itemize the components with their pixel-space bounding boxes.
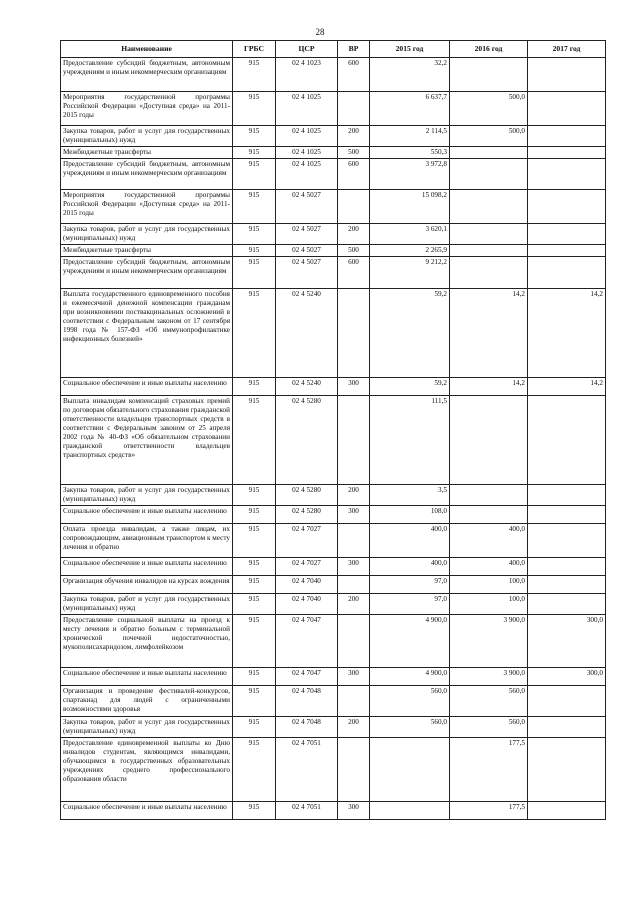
row-2015: 560,0 — [370, 686, 450, 717]
row-2016 — [450, 245, 528, 257]
row-csr: 02 4 7048 — [276, 717, 338, 738]
table-row — [61, 738, 606, 802]
table-row — [61, 224, 606, 245]
row-grbs: 915 — [233, 558, 276, 576]
row-2016: 14,2 — [450, 289, 528, 378]
row-name: Социальное обеспечение и иные выплаты населению — [61, 506, 233, 524]
row-vr: 600 — [338, 159, 370, 190]
row-2016 — [450, 396, 528, 485]
row-2017 — [528, 576, 606, 594]
row-2016: 560,0 — [450, 686, 528, 717]
row-grbs: 915 — [233, 126, 276, 147]
row-2015: 4 900,0 — [370, 615, 450, 668]
row-vr — [338, 686, 370, 717]
row-2015: 2 265,9 — [370, 245, 450, 257]
table-row — [61, 190, 606, 224]
row-2017 — [528, 485, 606, 506]
row-2016 — [450, 159, 528, 190]
row-grbs: 915 — [233, 485, 276, 506]
row-csr: 02 4 5240 — [276, 289, 338, 378]
row-csr: 02 4 1025 — [276, 92, 338, 126]
row-vr: 300 — [338, 802, 370, 820]
row-2015: 111,5 — [370, 396, 450, 485]
table-row — [61, 717, 606, 738]
table-row — [61, 396, 606, 485]
row-name: Социальное обеспечение и иные выплаты населению — [61, 668, 233, 686]
row-vr — [338, 738, 370, 802]
row-2017 — [528, 686, 606, 717]
row-2016 — [450, 58, 528, 92]
row-name: Социальное обеспечение и иные выплаты населению — [61, 558, 233, 576]
header-vr: ВР — [338, 41, 370, 58]
header-csr: ЦСР — [276, 41, 338, 58]
row-2015: 32,2 — [370, 58, 450, 92]
row-grbs: 915 — [233, 524, 276, 558]
row-grbs: 915 — [233, 159, 276, 190]
row-vr: 300 — [338, 506, 370, 524]
row-grbs: 915 — [233, 594, 276, 615]
row-csr: 02 4 7027 — [276, 524, 338, 558]
row-csr: 02 4 1025 — [276, 126, 338, 147]
header-name: Наименование — [61, 41, 233, 58]
row-2015: 59,2 — [370, 378, 450, 396]
row-name: Организация и проведение фестивалей-конкурсов, спартакиад для людей с ограниченными возможностями здоровья — [61, 686, 233, 717]
row-2015: 6 637,7 — [370, 92, 450, 126]
row-grbs: 915 — [233, 738, 276, 802]
row-vr: 500 — [338, 245, 370, 257]
row-2017 — [528, 245, 606, 257]
row-2015: 97,0 — [370, 576, 450, 594]
row-vr: 200 — [338, 594, 370, 615]
row-name: Предоставление субсидий бюджетным, автономным учреждениям и иным некоммерческим организациям — [61, 257, 233, 289]
row-2017 — [528, 147, 606, 159]
row-vr: 300 — [338, 558, 370, 576]
row-2017: 14,2 — [528, 289, 606, 378]
row-2015: 3 972,8 — [370, 159, 450, 190]
row-2017 — [528, 224, 606, 245]
row-name: Предоставление субсидий бюджетным, автономным учреждениям и иным некоммерческим организациям — [61, 58, 233, 92]
row-name: Организация обучения инвалидов на курсах вождения — [61, 576, 233, 594]
row-csr: 02 4 7051 — [276, 802, 338, 820]
row-csr: 02 4 7051 — [276, 738, 338, 802]
row-2017: 300,0 — [528, 615, 606, 668]
row-name: Закупка товаров, работ и услуг для государственных (муниципальных) нужд — [61, 594, 233, 615]
row-2015: 400,0 — [370, 524, 450, 558]
row-name: Закупка товаров, работ и услуг для государственных (муниципальных) нужд — [61, 126, 233, 147]
row-2015: 59,2 — [370, 289, 450, 378]
row-grbs: 915 — [233, 92, 276, 126]
row-name: Межбюджетные трансферты — [61, 245, 233, 257]
row-csr: 02 4 7040 — [276, 594, 338, 615]
table-header-row — [61, 41, 606, 58]
row-2017 — [528, 594, 606, 615]
row-2016: 500,0 — [450, 126, 528, 147]
row-2016: 500,0 — [450, 92, 528, 126]
row-vr — [338, 576, 370, 594]
row-2016: 14,2 — [450, 378, 528, 396]
row-name: Закупка товаров, работ и услуг для государственных (муниципальных) нужд — [61, 485, 233, 506]
row-grbs: 915 — [233, 802, 276, 820]
row-vr: 300 — [338, 668, 370, 686]
row-name: Выплата инвалидам компенсаций страховых премий по договорам обязательного страхования гражданской ответственности владельцев транспортных средств в соответствии с Федеральным законом от 25 апреля 2002 года № 40-ФЗ «Об обязательном страховании гражданской ответственности владельцев транспортных средств» — [61, 396, 233, 485]
header-2016: 2016 год — [450, 41, 528, 58]
table-row — [61, 615, 606, 668]
row-2015: 560,0 — [370, 717, 450, 738]
row-csr: 02 4 7027 — [276, 558, 338, 576]
row-grbs: 915 — [233, 668, 276, 686]
row-grbs: 915 — [233, 576, 276, 594]
row-2015: 400,0 — [370, 558, 450, 576]
row-name: Мероприятия государственной программы Российской Федерации «Доступная среда» на 2011-2015 годы — [61, 190, 233, 224]
row-2017 — [528, 126, 606, 147]
row-vr — [338, 524, 370, 558]
row-csr: 02 4 5240 — [276, 378, 338, 396]
row-2015: 97,0 — [370, 594, 450, 615]
row-csr: 02 4 5280 — [276, 485, 338, 506]
row-name: Социальное обеспечение и иные выплаты населению — [61, 802, 233, 820]
row-vr: 300 — [338, 378, 370, 396]
row-2016 — [450, 190, 528, 224]
row-grbs: 915 — [233, 396, 276, 485]
row-grbs: 915 — [233, 224, 276, 245]
row-grbs: 915 — [233, 289, 276, 378]
row-vr: 600 — [338, 58, 370, 92]
row-2015: 15 098,2 — [370, 190, 450, 224]
table-row — [61, 594, 606, 615]
row-name: Выплата государственного единовременного пособия и ежемесячной денежной компенсации гражданам при возникновении поствакцинальных осложнений в соответствии с Федеральным законом от 17 сентября 1998 года № 157-ФЗ «Об иммунопрофилактике инфекционных болезней» — [61, 289, 233, 378]
table-row — [61, 558, 606, 576]
row-2016: 177,5 — [450, 802, 528, 820]
table-row — [61, 686, 606, 717]
header-grbs: ГРБС — [233, 41, 276, 58]
row-vr: 500 — [338, 147, 370, 159]
row-2016 — [450, 485, 528, 506]
row-2016: 400,0 — [450, 558, 528, 576]
row-2017 — [528, 524, 606, 558]
row-2017 — [528, 257, 606, 289]
row-grbs: 915 — [233, 190, 276, 224]
row-csr: 02 4 1025 — [276, 147, 338, 159]
table-row — [61, 126, 606, 147]
row-2017 — [528, 802, 606, 820]
row-2017 — [528, 58, 606, 92]
row-2016: 3 900,0 — [450, 668, 528, 686]
row-name: Закупка товаров, работ и услуг для государственных (муниципальных) нужд — [61, 717, 233, 738]
row-2016 — [450, 224, 528, 245]
row-2016 — [450, 506, 528, 524]
row-csr: 02 4 5027 — [276, 257, 338, 289]
row-vr — [338, 615, 370, 668]
row-2017 — [528, 738, 606, 802]
row-2016: 100,0 — [450, 594, 528, 615]
row-grbs: 915 — [233, 686, 276, 717]
page-number: 28 — [315, 27, 325, 37]
row-2016 — [450, 257, 528, 289]
row-name: Предоставление социальной выплаты на проезд к месту лечения и обратно больным с терминальной хронической почечной недостаточностью, мукополисахаридозом, лимфолейкозом — [61, 615, 233, 668]
row-2017 — [528, 159, 606, 190]
row-csr: 02 4 7047 — [276, 668, 338, 686]
row-csr: 02 4 7040 — [276, 576, 338, 594]
table-row — [61, 58, 606, 92]
row-csr: 02 4 5280 — [276, 396, 338, 485]
header-2015: 2015 год — [370, 41, 450, 58]
row-name: Оплата проезда инвалидам, а также лицам, их сопровождающим, авиационным транспортом к месту лечения и обратно — [61, 524, 233, 558]
row-vr: 200 — [338, 224, 370, 245]
row-name: Предоставление единовременной выплаты ко Дню инвалидов студентам, являющимся инвалидами, обучающимся в государственных образовательных учреждениях среднего профессионального образования области — [61, 738, 233, 802]
table-row — [61, 159, 606, 190]
row-2015: 550,3 — [370, 147, 450, 159]
row-2017: 14,2 — [528, 378, 606, 396]
row-vr — [338, 396, 370, 485]
row-name: Мероприятия государственной программы Российской Федерации «Доступная среда» на 2011-2015 годы — [61, 92, 233, 126]
row-2017 — [528, 396, 606, 485]
row-2016: 100,0 — [450, 576, 528, 594]
table-row — [61, 668, 606, 686]
row-2015: 3 620,1 — [370, 224, 450, 245]
row-vr: 600 — [338, 257, 370, 289]
row-2016: 560,0 — [450, 717, 528, 738]
row-grbs: 915 — [233, 378, 276, 396]
table-row — [61, 92, 606, 126]
row-2017: 300,0 — [528, 668, 606, 686]
row-csr: 02 4 1023 — [276, 58, 338, 92]
row-2016: 3 900,0 — [450, 615, 528, 668]
row-2015 — [370, 738, 450, 802]
row-csr: 02 4 7047 — [276, 615, 338, 668]
table-row — [61, 524, 606, 558]
table-row — [61, 802, 606, 820]
row-csr: 02 4 1025 — [276, 159, 338, 190]
table-row — [61, 576, 606, 594]
row-2015: 108,0 — [370, 506, 450, 524]
row-2016: 177,5 — [450, 738, 528, 802]
row-name: Закупка товаров, работ и услуг для государственных (муниципальных) нужд — [61, 224, 233, 245]
row-csr: 02 4 5027 — [276, 245, 338, 257]
row-csr: 02 4 5280 — [276, 506, 338, 524]
row-grbs: 915 — [233, 58, 276, 92]
row-name: Предоставление субсидий бюджетным, автономным учреждениям и иным некоммерческим организациям — [61, 159, 233, 190]
table-row — [61, 485, 606, 506]
row-2017 — [528, 506, 606, 524]
table-row — [61, 257, 606, 289]
row-2016: 400,0 — [450, 524, 528, 558]
row-2015 — [370, 802, 450, 820]
row-vr: 200 — [338, 126, 370, 147]
row-2015: 4 900,0 — [370, 668, 450, 686]
row-grbs: 915 — [233, 717, 276, 738]
table-row — [61, 378, 606, 396]
table-row — [61, 147, 606, 159]
row-2015: 9 212,2 — [370, 257, 450, 289]
row-csr: 02 4 7048 — [276, 686, 338, 717]
row-2017 — [528, 717, 606, 738]
row-2015: 3,5 — [370, 485, 450, 506]
table-row — [61, 506, 606, 524]
header-2017: 2017 год — [528, 41, 606, 58]
row-2017 — [528, 92, 606, 126]
row-2017 — [528, 558, 606, 576]
row-grbs: 915 — [233, 615, 276, 668]
row-grbs: 915 — [233, 506, 276, 524]
table-row — [61, 245, 606, 257]
row-name: Межбюджетные трансферты — [61, 147, 233, 159]
row-vr — [338, 190, 370, 224]
row-vr: 200 — [338, 485, 370, 506]
budget-table — [60, 40, 606, 820]
table-row — [61, 289, 606, 378]
row-vr — [338, 289, 370, 378]
row-grbs: 915 — [233, 257, 276, 289]
row-grbs: 915 — [233, 245, 276, 257]
row-grbs: 915 — [233, 147, 276, 159]
row-name: Социальное обеспечение и иные выплаты населению — [61, 378, 233, 396]
row-2016 — [450, 147, 528, 159]
row-vr: 200 — [338, 717, 370, 738]
row-2015: 2 114,5 — [370, 126, 450, 147]
row-csr: 02 4 5027 — [276, 224, 338, 245]
row-csr: 02 4 5027 — [276, 190, 338, 224]
row-2017 — [528, 190, 606, 224]
row-vr — [338, 92, 370, 126]
